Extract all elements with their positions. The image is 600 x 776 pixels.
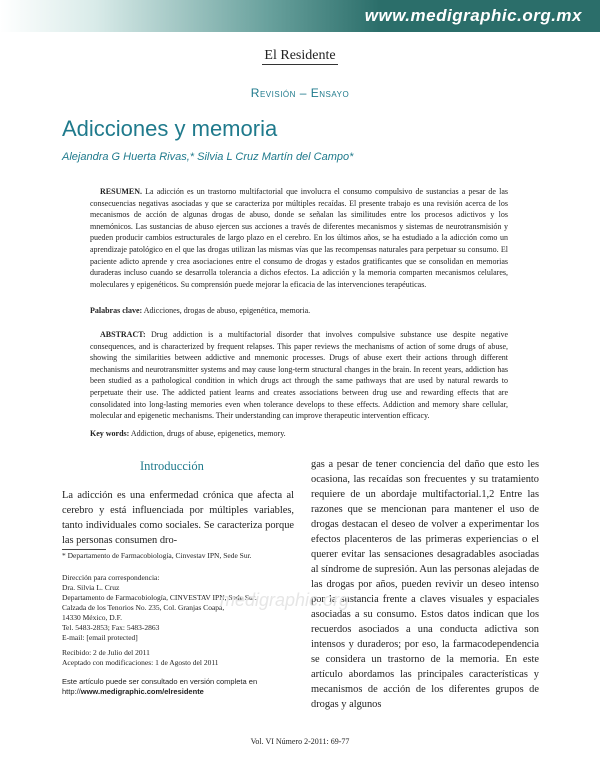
palabras-clave-text: Adicciones, drogas de abuso, epigenética, memoria. (143, 306, 311, 315)
correspondence-line: Calzada de los Tenorios No. 235, Col. Granjas Coapa, (62, 603, 225, 612)
palabras-clave (90, 305, 508, 317)
correspondence-email[interactable]: E-mail: [email protected] (62, 633, 138, 642)
page-footer: Vol. VI Número 2-2011: 69-77 (250, 737, 350, 746)
banner-gradient (0, 0, 380, 32)
top-banner (0, 0, 600, 32)
journal-name (0, 48, 600, 64)
accepted-date: Aceptado con modificaciones: 1 de Agosto del 2011 (62, 658, 219, 667)
journal-name-text: El Residente (264, 48, 336, 63)
resumen-paragraph (90, 186, 508, 290)
online-link-prefix: http:// (62, 687, 81, 696)
correspondence-line: Dra. Silvia L. Cruz (62, 583, 120, 592)
section-label: Revisión – Ensayo (250, 86, 350, 100)
body-column-left: La adicción es una enfermedad crónica que afecta al cerebro y está influenciada por múltiples variables, tanto individuales como sociales. Se caracteriza porque las personas consumen dro- (62, 490, 294, 546)
online-link[interactable] (62, 687, 302, 697)
online-notice (62, 677, 302, 697)
article-authors: Alejandra G Huerta Rivas,* Silvia L Cruz Martín del Campo* (62, 151, 354, 163)
resumen-label: RESUMEN. (100, 187, 143, 196)
palabras-clave-label: Palabras clave: (90, 306, 143, 315)
key-words (90, 428, 508, 440)
body-column-right: gas a pesar de tener conciencia del daño que esto les ocasiona, las recaídas son frecuentes y su tratamiento requiere de un abordaje multifactorial.1,2 Entre las razones que se mencionan para mantener el uso de drogas destacan el deseo de volver a experimentar los efectos placenteros de las primeras experiencias o el querer evitar las sensaciones desagradables asociadas al síndrome de supresión. Aun las personas alejadas de las drogas por años, pueden revivir un deseo intenso por la sustancia frente a claves visuales y espaciales asociadas a su consumo. Estos datos indican que los recuerdos asociados a una conducta adictiva son intensos y duraderos; por eso, la farmacodependencia se considera un trastorno de la memoria. En este artículo abordamos las principales características y mecanismos de acción de los diferentes grupos de drogas y algunos (311, 459, 539, 710)
key-words-text: Addiction, drugs of abuse, epigenetics, memory. (130, 429, 286, 438)
intro-heading: Introducción (140, 459, 204, 473)
footnote-divider (62, 549, 106, 550)
abstract-paragraph (90, 329, 508, 422)
key-words-label: Key words: (90, 429, 130, 438)
watermark: medigraphic.org (220, 590, 350, 610)
dates-block (62, 648, 302, 668)
resumen-text: La adicción es un trastorno multifactorial que involucra el consumo compulsivo de sustancias a pesar de las consecuencias negativas asociadas y que se caracteriza por múltiples recaídas. El presente trabajo es una revisión acerca de los mecanismos de acción de algunas drogas de abuso, donde se señalan las similitudes entre los procesos adictivos y los mnemónicos. Las sustancias de abuso ejercen sus acciones a través de diferentes mecanismos y sistemas de neurotransmisión y pueden producir cambios estructurales de largo plazo en el cerebro. En los últimos años, se ha estudiado a la adicción como un aprendizaje patológico en el que las drogas utilizan las mismas vías que las recompensas naturales para perpetuar su consumo. El paciente adicto aprende y crea asociaciones entre el consumo de drogas y estados gratificantes que se consolidan en memorias duraderas incluso cuando se desarrolla tolerancia a dichos efectos. La adicción y la memoria comparten mecanismos celulares, moleculares y epigenéticos. Su comprensión puede mejorar la eficacia de las intervenciones terapéuticas. (90, 187, 509, 289)
correspondence-line: Tel. 5483-2853; Fax: 5483-2863 (62, 623, 160, 632)
article-title: Adicciones y memoria (62, 116, 278, 141)
online-link-url: www.medigraphic.com/elresidente (80, 687, 204, 696)
site-url[interactable]: www.medigraphic.org.mx (364, 6, 582, 25)
correspondence-line: 14330 México, D.F. (62, 613, 123, 622)
online-notice-text: Este artículo puede ser consultado en versión completa en (62, 677, 258, 686)
abstract-text: Drug addiction is a multifactorial disorder that involves compulsive substance use despite negative consequences, and is characterized by frequent relapses. This paper reviews the mechanisms of action of some drugs of abuse, showing the similarities between addictive and mnemonic processes. Drugs of abuse exert their actions through different mechanisms and neurotransmitter systems and may cause long-term structural changes in the brain. In recent years, addiction has been studied as a pathological condition in which drugs act through the same pathways that are used by natural rewards to perpetuate their use. The addicted patient learns and creates associations between drug use and rewarding effects that are consolidated into long-lasting memories even when tolerance develops to these effects. Addiction and memory share cellular, molecular and epigenetic mechanisms. Their understanding can improve therapeutic intervention efficacy. (90, 330, 508, 421)
affiliation-footnote: * Departamento de Farmacobiología, Cinvestav IPN, Sede Sur. (62, 551, 252, 560)
abstract-label: ABSTRACT: (100, 330, 146, 339)
correspondence-line: Departamento de Farmacobiología, CINVESTAV IPN, Sede Sur. (62, 593, 257, 602)
received-date: Recibido: 2 de Julio del 2011 (62, 648, 150, 657)
correspondence-line: Dirección para correspondencia: (62, 573, 160, 582)
